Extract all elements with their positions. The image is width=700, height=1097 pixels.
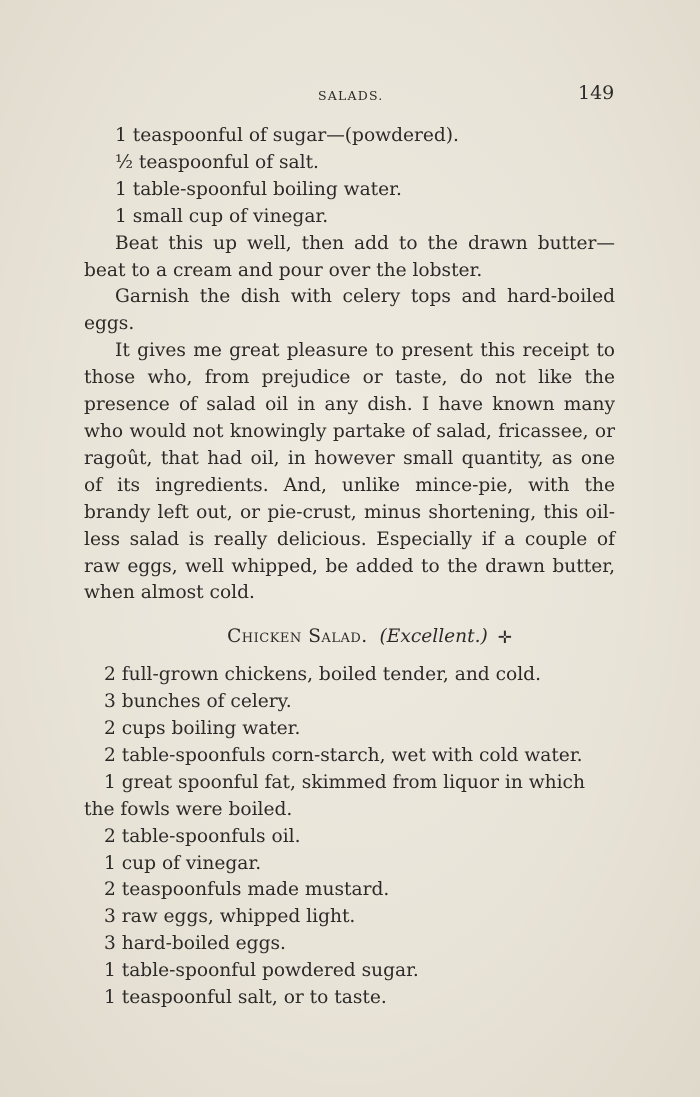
ingredient-line-continued: the fowls were boiled. (84, 798, 293, 820)
page-number: 149 (578, 82, 615, 104)
section-title: SALADS. (318, 88, 384, 103)
ingredient-line: 1 great spoonful fat, skimmed from liquor in which (104, 771, 585, 793)
ingredient-line: 2 table-spoonfuls oil. (104, 825, 301, 847)
paragraph: Garnish the dish with celery tops and hard-boiled eggs. (84, 286, 615, 335)
body-text (84, 123, 615, 1012)
ingredient-line: 2 table-spoonfuls corn-starch, wet with cold water. (104, 744, 583, 766)
ingredient-line: 1 table-spoonful powdered sugar. (104, 960, 419, 982)
running-head (0, 82, 700, 112)
ingredient-line: 1 table-spoonful boiling water. (115, 178, 402, 200)
ingredient-line: 3 bunches of celery. (104, 691, 292, 713)
recipe-title: Chicken Salad. (227, 626, 368, 648)
paragraph: Beat this up well, then add to the drawn butter—beat to a cream and pour over the lobster. (84, 232, 615, 281)
ingredient-line: 3 hard-boiled eggs. (104, 933, 286, 955)
ingredient-line: 1 small cup of vinegar. (115, 205, 329, 227)
ingredient-line: 3 raw eggs, whipped light. (104, 906, 356, 928)
recipe-note: (Excellent.) (379, 626, 488, 648)
ingredient-line: 1 cup of vinegar. (104, 852, 262, 874)
ingredient-line: 1 teaspoonful of sugar—(powdered). (115, 125, 459, 146)
ingredient-line: ½ teaspoonful of salt. (115, 151, 319, 173)
ingredient-line: 2 cups boiling water. (104, 718, 301, 740)
ingredient-line: 2 teaspoonfuls made mustard. (104, 879, 390, 901)
ingredient-line: 2 full-grown chickens, boiled tender, and cold. (104, 664, 541, 686)
recipe-heading (84, 624, 615, 652)
cross-ornament-icon: ✛ (497, 628, 512, 649)
paragraph: It gives me great pleasure to present this receipt to those who, from prejudice or taste, do not like the presence of salad oil in any dish. I have known many who would not knowingly partake of salad, fricassee, or ragoût, that had oil, in however small quantity, as one of its ingredients. And, unlike mince-pie, with the brandy left out, or pie-crust, minus shortening, this oil-less salad is really delicious. Especially if a couple of raw eggs, well whipped, be added to the drawn butter, when almost cold. (84, 340, 615, 604)
ingredient-line: 1 teaspoonful salt, or to taste. (104, 987, 387, 1009)
recipe-ingredients (84, 662, 615, 1012)
